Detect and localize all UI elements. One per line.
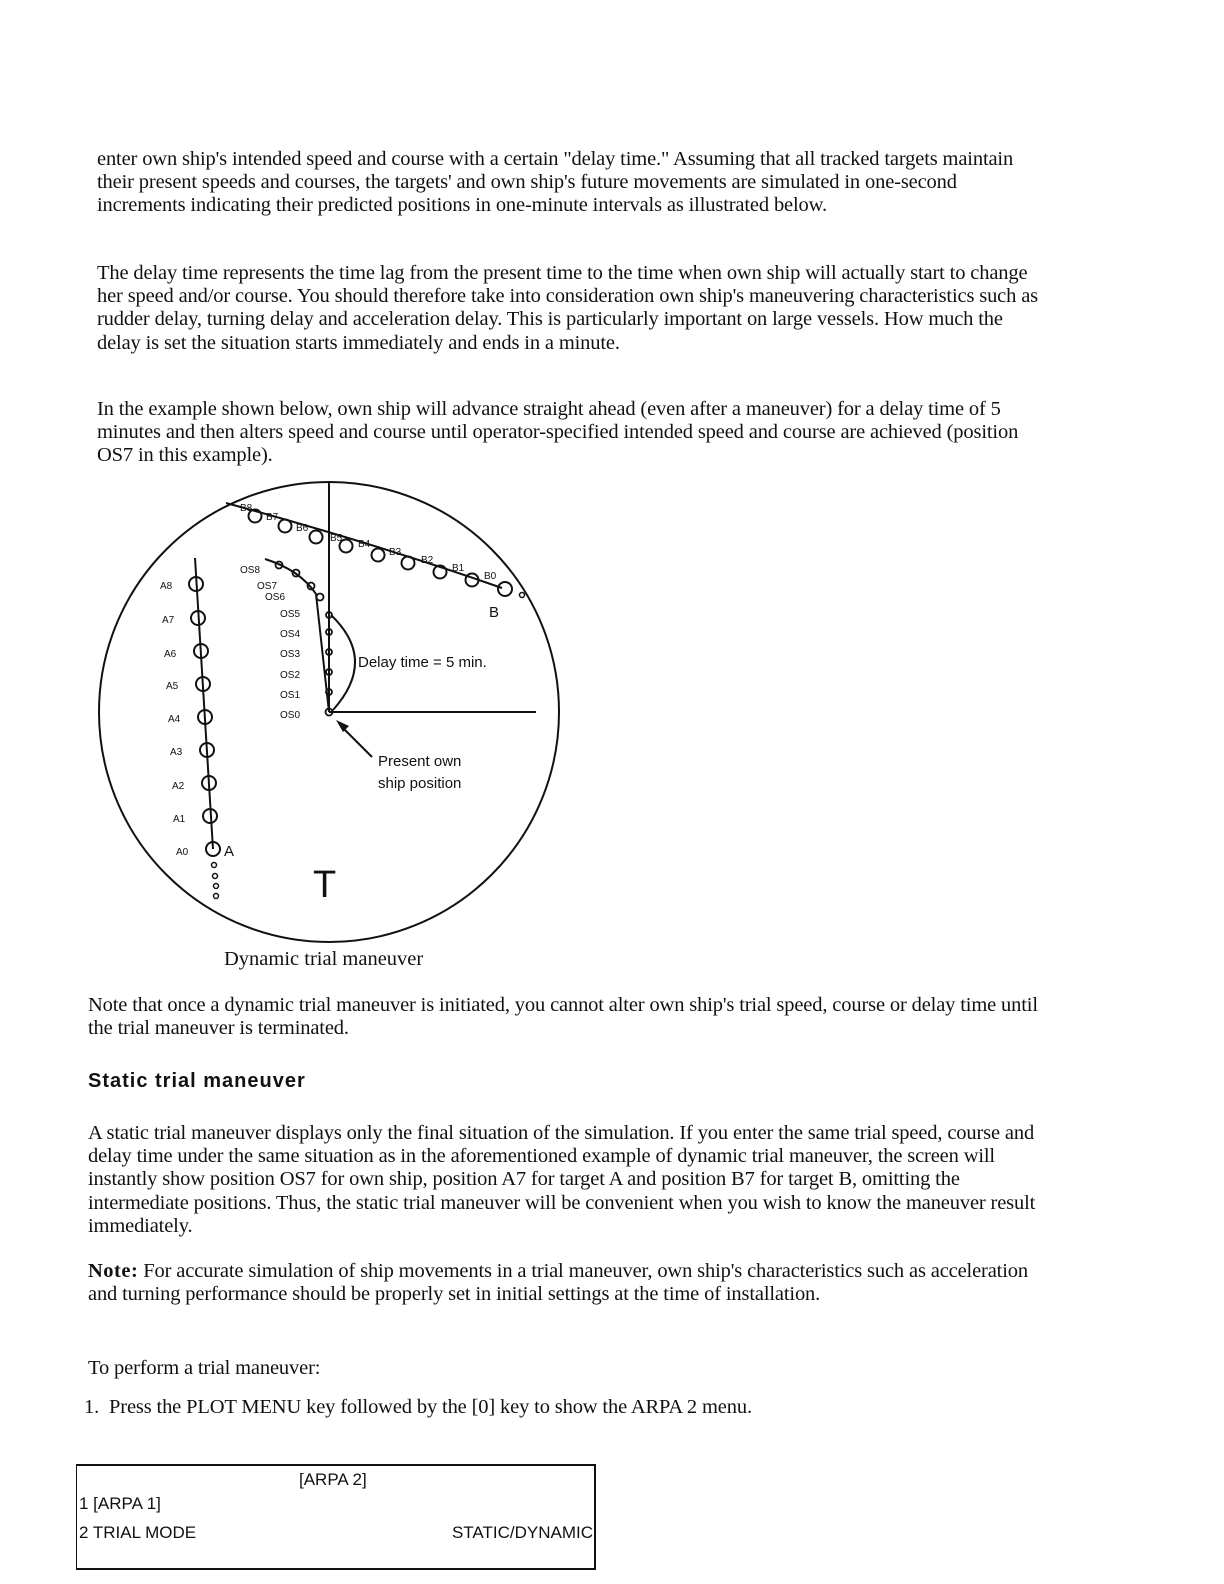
label-b0: B0 [484, 571, 497, 582]
intro-paragraph: enter own ship's intended speed and course with a certain "delay time." Assuming that all tracked targets maintain their present speeds and courses, the targets' and own ship's future movements are simulated in one-second increments indicating their predicted positions in one-minute intervals as illustrated below. [97, 148, 1014, 217]
target-a-label: A [224, 843, 235, 860]
label-a5: A5 [166, 681, 179, 692]
own-ship-trial-track [265, 559, 355, 716]
target-a-track [189, 558, 220, 899]
accuracy-note-paragraph [88, 1260, 1043, 1306]
figure-caption: Dynamic trial maneuver [224, 948, 424, 970]
note-label: Note: [88, 1260, 139, 1282]
present-position-label-line2: ship position [378, 775, 462, 792]
example-paragraph: In the example shown below, own ship will advance straight ahead (even after a maneuver) for a delay time of 5 minutes and then alters speed and course until operator-specified intended speed and course are achieved (position OS7 in this example). [97, 398, 1019, 467]
label-a7: A7 [162, 615, 175, 626]
label-os0: OS0 [280, 710, 301, 721]
label-os6: OS6 [265, 592, 286, 603]
present-position-label-line1: Present own [378, 753, 462, 770]
label-os5: OS5 [280, 609, 301, 620]
menu-item-arpa1[interactable] [79, 1494, 161, 1514]
label-os3: OS3 [280, 649, 301, 660]
procedure-intro: To perform a trial maneuver: [88, 1357, 321, 1379]
label-b2: B2 [421, 555, 434, 566]
label-a0: A0 [176, 847, 189, 858]
label-a2: A2 [172, 781, 185, 792]
label-a8: A8 [160, 581, 173, 592]
label-a1: A1 [173, 814, 186, 825]
delay-time-label: Delay time = 5 min. [358, 654, 487, 671]
label-b3: B3 [389, 547, 402, 558]
menu-item-trial-mode-value: STATIC/DYNAMIC [451, 1523, 593, 1542]
arpa2-menu [76, 1464, 596, 1570]
menu-title: [ARPA 2] [299, 1470, 367, 1489]
section-heading: Static trial maneuver [88, 1070, 306, 1092]
target-b-label: B [489, 604, 500, 621]
menu-item-arpa1-label: 1 [ARPA 1] [79, 1494, 161, 1513]
label-b1: B1 [452, 563, 465, 574]
delay-time-paragraph: The delay time represents the time lag from the present time to the time when own ship will actually start to change her speed and/or course. You should therefore take into consideration own ship's maneuvering characteristics such as rudder delay, turning delay and acceleration delay. This is particularly important on large vessels. How much the delay is set the situation starts immediately and ends in a minute. [97, 262, 1038, 354]
procedure-step-1: 1. Press the PLOT MENU key followed by the [0] key to show the ARPA 2 menu. [84, 1396, 752, 1418]
label-b6: B6 [296, 523, 309, 534]
label-b8: B8 [240, 503, 253, 514]
label-a3: A3 [170, 747, 183, 758]
label-a4: A4 [168, 714, 181, 725]
menu-item-trial-mode[interactable] [79, 1523, 593, 1543]
label-b7: B7 [266, 512, 279, 523]
label-b5: B5 [330, 533, 343, 544]
static-description-paragraph: A static trial maneuver displays only the final situation of the simulation. If you enter the same trial speed, course and delay time under the same situation as in the aforementioned example of dynamic trial maneuver, the screen will instantly show position OS7 for own ship, position A7 for target A and position B7 for target B, omitting the intermediate positions. Thus, the static trial maneuver will be convenient when you wish to know the maneuver result immediately. [88, 1122, 1036, 1237]
arrow-icon [336, 720, 372, 757]
label-b4: B4 [358, 539, 371, 550]
true-motion-indicator: T [313, 864, 337, 906]
dynamic-note-paragraph: Note that once a dynamic trial maneuver is initiated, you cannot alter own ship's trial speed, course or delay time until the trial maneuver is terminated. [88, 994, 1038, 1040]
note-text: For accurate simulation of ship movements in a trial maneuver, own ship's characteristics such as acceleration and turning performance should be properly set in initial settings at the time of installation. [88, 1260, 1028, 1306]
label-os7: OS7 [257, 581, 278, 592]
label-a6: A6 [164, 649, 177, 660]
label-os1: OS1 [280, 690, 301, 701]
label-os8: OS8 [240, 565, 261, 576]
label-os2: OS2 [280, 670, 301, 681]
label-os4: OS4 [280, 629, 301, 640]
menu-item-trial-mode-label: 2 TRIAL MODE [79, 1523, 197, 1542]
